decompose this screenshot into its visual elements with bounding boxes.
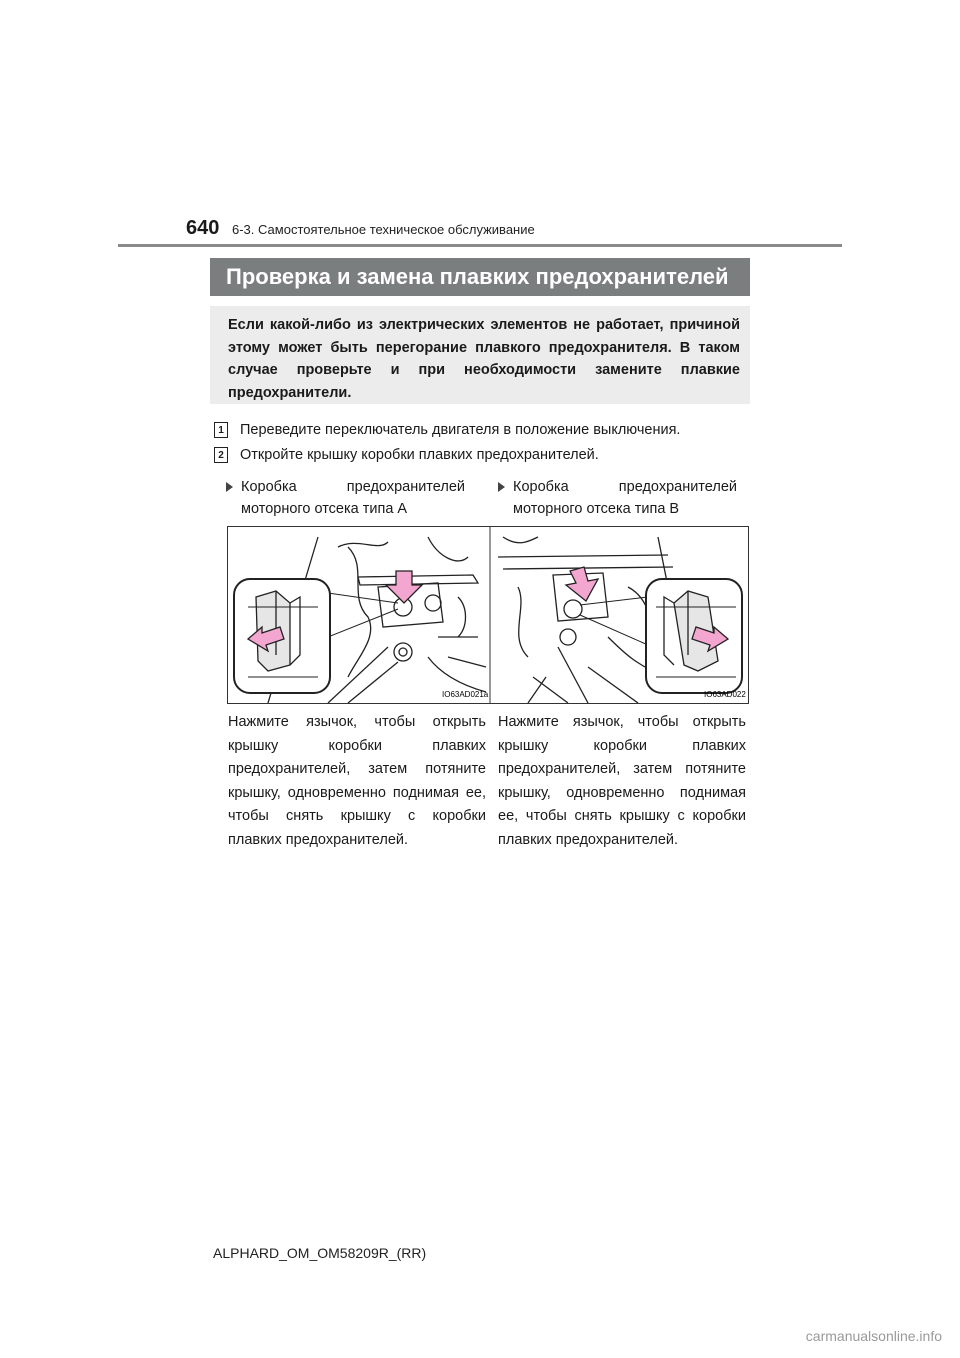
engine-bay-drawing [228, 527, 748, 703]
column-a-heading: Коробка предохранителей моторного отсека типа A [226, 476, 466, 520]
triangle-bullet-icon [226, 482, 233, 492]
column-b-heading: Коробка предохранителей моторного отсека типа B [498, 476, 738, 520]
figure-code-a: IO63AD021a [442, 690, 489, 699]
step-2 [214, 447, 599, 463]
intro-text: Если какой-либо из электрических элементов не работает, причиной этому может быть перегорание плавкого предохранителя. В таком случае проверьте и при необходимости замените плавкие предохранители. [228, 317, 740, 401]
fuse-box-illustration [227, 526, 749, 704]
document-footer: ALPHARD_OM_OM58209R_(RR) [213, 1245, 427, 1261]
section-title: Проверка и замена плавких предохранителей [210, 258, 750, 296]
step-text: Переведите переключатель двигателя в положение выключения. [240, 422, 681, 438]
header-rule [118, 244, 842, 247]
step-1 [214, 422, 680, 438]
triangle-bullet-icon [498, 482, 505, 492]
step-number-badge: 1 [214, 422, 228, 438]
column-a-description: Нажмите язычок, чтобы открыть крышку коробки плавких предохранителей, затем потяните крышку, одновременно поднимая ее, чтобы снять крышку с коробки плавких предохранителей. [228, 714, 486, 848]
figure-code-b: IO63AD022 [704, 690, 746, 699]
section-path: 6-3. Самостоятельное техническое обслуживание [232, 222, 535, 237]
step-text: Откройте крышку коробки плавких предохранителей. [240, 447, 599, 463]
watermark: carmanualsonline.info [805, 1328, 942, 1344]
step-number-badge: 2 [214, 447, 228, 463]
page-number: 640 [186, 217, 220, 239]
column-b-description: Нажмите язычок, чтобы открыть крышку коробки плавких предохранителей, затем потяните крышку, одновременно поднимая ее, чтобы снять крышку с коробки плавких предохранителей. [498, 714, 746, 848]
column-headings [226, 476, 746, 520]
intro-box [210, 306, 750, 404]
down-arrow-icon [566, 567, 598, 601]
